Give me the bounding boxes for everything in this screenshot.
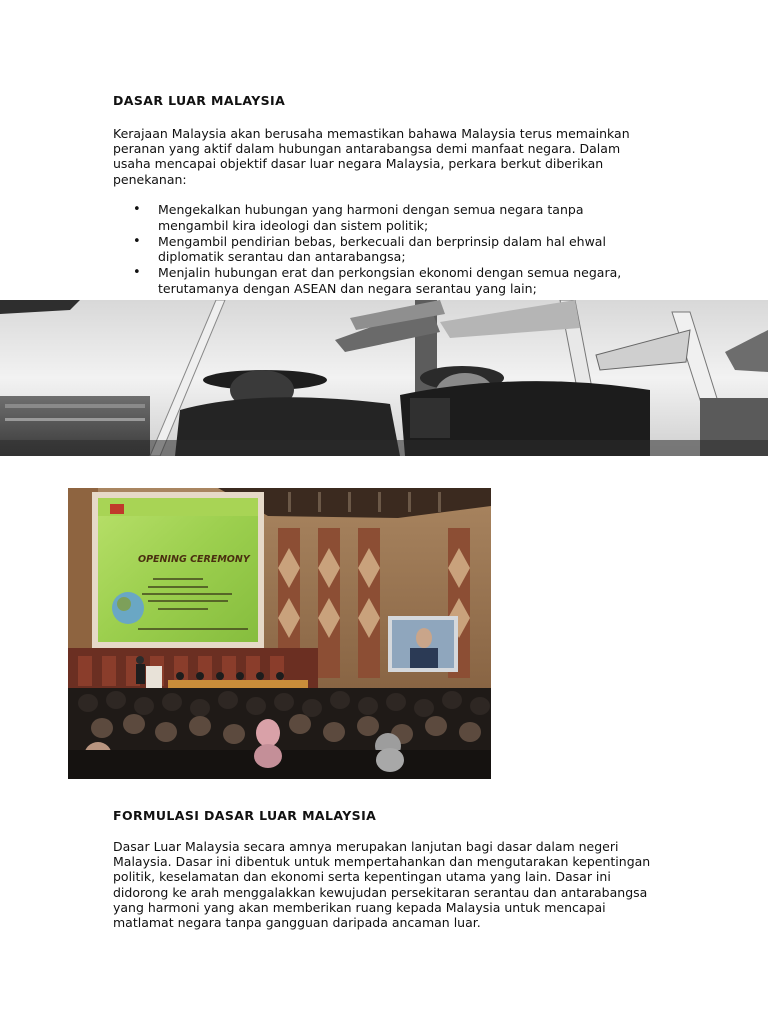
list-item-line: Mengambil pendirian bebas, berkecuali dan berprinsip dalam hal ehwal: [158, 233, 606, 249]
section-heading-dasar-luar: DASAR LUAR MALAYSIA: [113, 93, 286, 108]
formulasi-paragraph: [113, 839, 653, 930]
intro-paragraph: [113, 126, 653, 187]
paragraph-line: penekanan:: [113, 171, 187, 187]
paragraph-line: peranan yang aktif dalam hubungan antarabangsa demi manfaat negara. Dalam: [113, 141, 621, 157]
bullet-icon: •: [133, 265, 141, 281]
list-item-line: diplomatik serantau dan antarabangsa;: [158, 249, 406, 265]
list-item-line: terutamanya dengan ASEAN dan negara serantau yang lain;: [158, 280, 537, 296]
slide-title: OPENING CEREMONY: [138, 554, 250, 565]
paragraph-line: Kerajaan Malaysia akan berusaha memastikan bahawa Malaysia terus memainkan: [113, 126, 630, 141]
paragraph-line: Dasar Luar Malaysia secara amnya merupakan lanjutan bagi dasar dalam negeri: [113, 839, 619, 854]
list-item: [113, 265, 673, 297]
policy-bullet-list: [113, 202, 673, 297]
list-item-line: Menjalin hubungan erat dan perkongsian ekonomi dengan semua negara,: [158, 265, 622, 281]
paragraph-line: yang harmoni yang akan memberikan ruang kepada Malaysia untuk mencapai: [113, 899, 606, 915]
list-item: [113, 234, 673, 266]
bullet-icon: •: [133, 202, 141, 217]
list-item-line: Mengekalkan hubungan yang harmoni dengan semua negara tanpa: [158, 202, 584, 217]
paragraph-line: Malaysia. Dasar ini dibentuk untuk mempertahankan dan mengutarakan kepentingan: [113, 854, 651, 870]
conference-photo: [68, 488, 491, 779]
section-heading-formulasi: FORMULASI DASAR LUAR MALAYSIA: [113, 808, 377, 823]
list-item: [113, 202, 673, 234]
paragraph-line: matlamat negara tanpa gangguan daripada ancaman luar.: [113, 915, 481, 931]
bullet-icon: •: [133, 233, 141, 249]
paragraph-line: usaha mencapai objektif dasar luar negara Malaysia, perkara berkut diberikan: [113, 156, 604, 172]
paragraph-line: didorong ke arah menggalakkan kewujudan persekitaran serantau dan antarabangsa: [113, 884, 648, 900]
historical-photo: [0, 300, 768, 456]
paragraph-line: politik, keselamatan dan ekonomi serta kepentingan utama yang lain. Dasar ini: [113, 869, 611, 885]
list-item-line: mengambil kira ideologi dan sistem politik;: [158, 217, 429, 233]
